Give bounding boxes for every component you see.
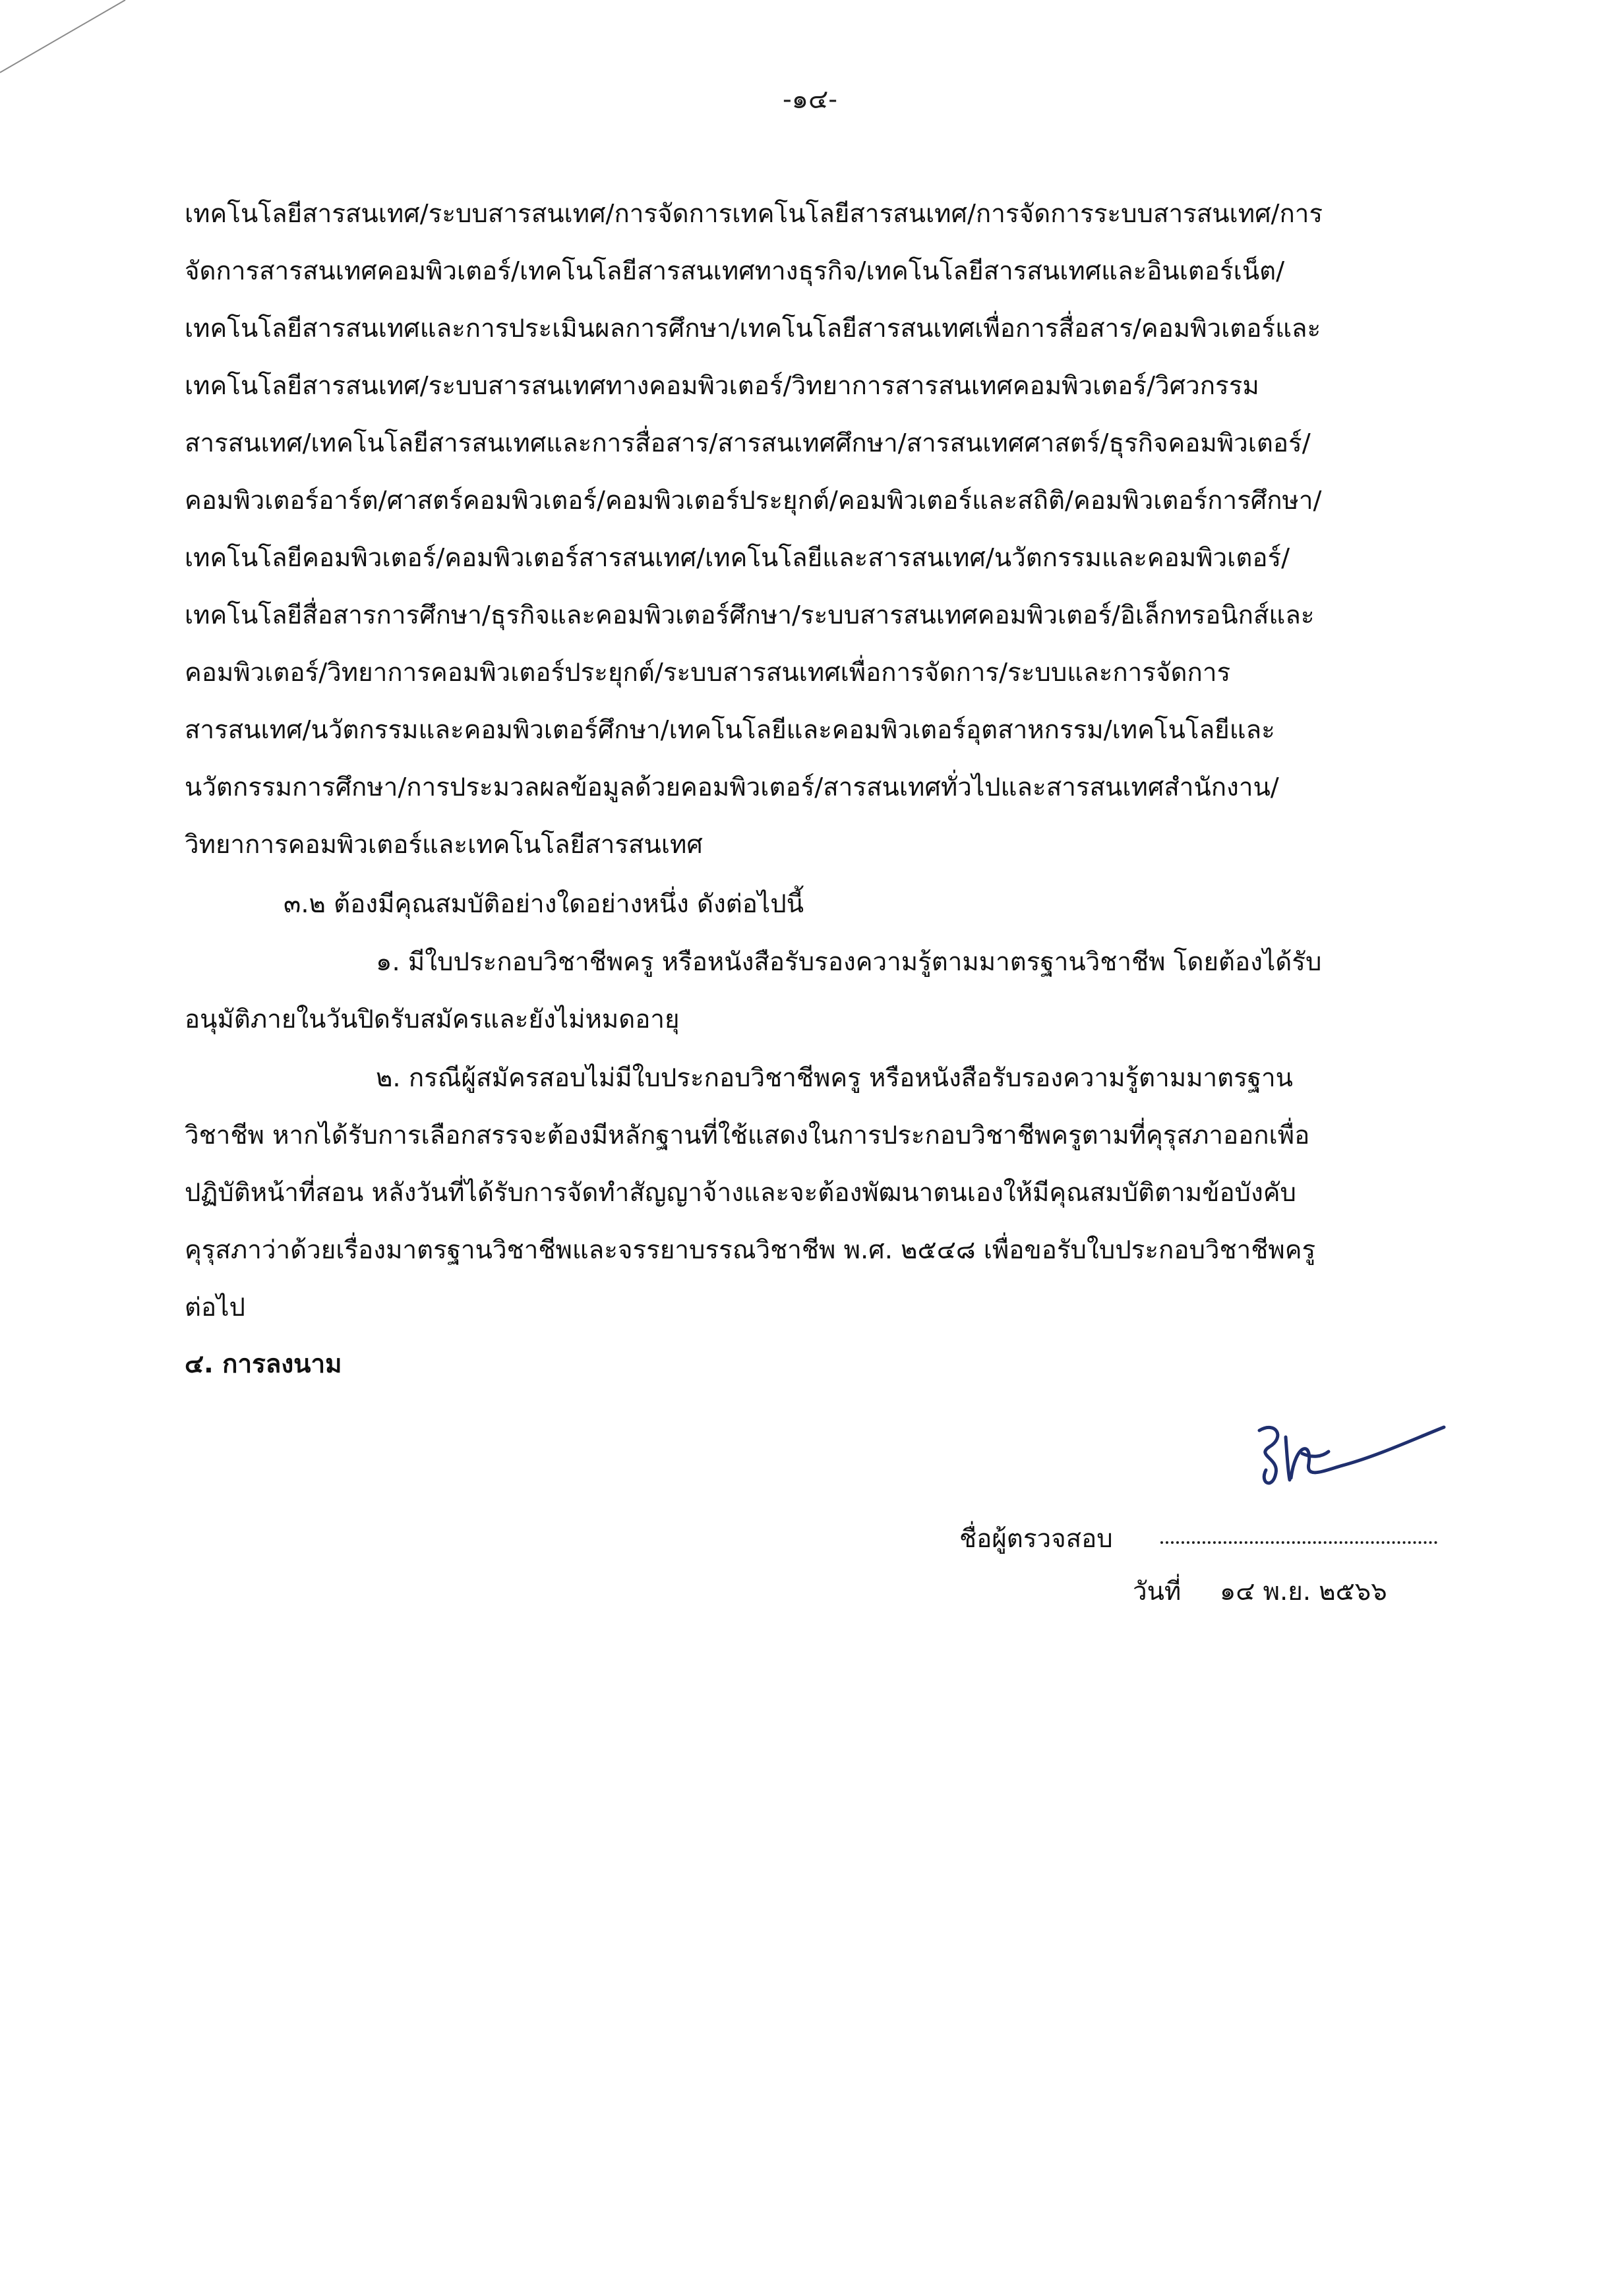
item-1-line: ๑. มีใบประกอบวิชาชีพครู หรือหนังสือรับรองความรู้ตามมาตรฐานวิชาชีพ โดยต้องได้รับ	[376, 947, 1322, 977]
paragraph-line: จัดการสารสนเทศคอมพิวเตอร์/เทคโนโลยีสารสนเทศทางธุรกิจ/เทคโนโลยีสารสนเทศและอินเตอร์เน็ต/	[185, 256, 1285, 286]
paragraph-line: สารสนเทศ/นวัตกรรมและคอมพิวเตอร์ศึกษา/เทคโนโลยีและคอมพิวเตอร์อุตสาหกรรม/เทคโนโลยีและ	[185, 715, 1275, 745]
signature-dotted-line	[1160, 1541, 1437, 1544]
paragraph-line: วิทยาการคอมพิวเตอร์และเทคโนโลยีสารสนเทศ	[185, 830, 703, 860]
scan-corner-fold-mark	[0, 0, 132, 86]
page-number: -๑๔-	[783, 84, 837, 115]
paragraph-line: เทคโนโลยีคอมพิวเตอร์/คอมพิวเตอร์สารสนเทศ/เทคโนโลยีและสารสนเทศ/นวัตกรรมและคอมพิวเตอร์/	[185, 543, 1290, 573]
inspector-name-label: ชื่อผู้ตรวจสอบ	[959, 1524, 1113, 1554]
handwritten-signature	[1240, 1417, 1451, 1510]
item-2-line: วิชาชีพ หากได้รับการเลือกสรรจะต้องมีหลักฐานที่ใช้แสดงในการประกอบวิชาชีพครูตามที่คุรุสภาออกเพื่อ	[185, 1121, 1310, 1150]
item-2-line: คุรุสภาว่าด้วยเรื่องมาตรฐานวิชาชีพและจรรยาบรรณวิชาชีพ พ.ศ. ๒๕๔๘ เพื่อขอรับใบประกอบวิชาชีพครู	[185, 1235, 1316, 1265]
date-label: วันที่	[1133, 1577, 1182, 1606]
paragraph-line: เทคโนโลยีสารสนเทศและการประเมินผลการศึกษา/เทคโนโลยีสารสนเทศเพื่อการสื่อสาร/คอมพิวเตอร์และ	[185, 314, 1321, 343]
paragraph-line: เทคโนโลยีสื่อสารการศึกษา/ธุรกิจและคอมพิวเตอร์ศึกษา/ระบบสารสนเทศคอมพิวเตอร์/อิเล็กทรอนิกส์และ	[185, 601, 1315, 630]
section-4-heading: ๔. การลงนาม	[185, 1349, 342, 1379]
item-2-line: ต่อไป	[185, 1293, 245, 1322]
date-value: ๑๔ พ.ย. ๒๕๖๖	[1219, 1577, 1387, 1606]
paragraph-line: เทคโนโลยีสารสนเทศ/ระบบสารสนเทศทางคอมพิวเตอร์/วิทยาการสารสนเทศคอมพิวเตอร์/วิศวกรรม	[185, 371, 1259, 401]
paragraph-line: เทคโนโลยีสารสนเทศ/ระบบสารสนเทศ/การจัดการเทคโนโลยีสารสนเทศ/การจัดการระบบสารสนเทศ/การ	[185, 199, 1323, 229]
item-2-line: ปฏิบัติหน้าที่สอน หลังวันที่ได้รับการจัดทำสัญญาจ้างและจะต้องพัฒนาตนเองให้มีคุณสมบัติตามข้อบังคับ	[185, 1178, 1296, 1208]
signature-date	[1133, 1566, 1387, 1618]
paragraph-line: คอมพิวเตอร์/วิทยาการคอมพิวเตอร์ประยุกต์/ระบบสารสนเทศเพื่อการจัดการ/ระบบและการจัดการ	[185, 658, 1231, 688]
item-2-line: ๒. กรณีผู้สมัครสอบไม่มีใบประกอบวิชาชีพครู หรือหนังสือรับรองความรู้ตามมาตรฐาน	[376, 1063, 1293, 1093]
paragraph-line: สารสนเทศ/เทคโนโลยีสารสนเทศและการสื่อสาร/สารสนเทศศึกษา/สารสนเทศศาสตร์/ธุรกิจคอมพิวเตอร์/	[185, 428, 1311, 458]
section-3-2-heading: ๓.๒ ต้องมีคุณสมบัติอย่างใดอย่างหนึ่ง ดังต่อไปนี้	[284, 889, 804, 919]
item-1-line: อนุมัติภายในวันปิดรับสมัครและยังไม่หมดอายุ	[185, 1005, 680, 1034]
paragraph-line: นวัตกรรมการศึกษา/การประมวลผลข้อมูลด้วยคอมพิวเตอร์/สารสนเทศทั่วไปและสารสนเทศสำนักงาน/	[185, 773, 1279, 802]
paragraph-line: คอมพิวเตอร์อาร์ต/ศาสตร์คอมพิวเตอร์/คอมพิวเตอร์ประยุกต์/คอมพิวเตอร์และสถิติ/คอมพิวเตอร์การศึกษา/	[185, 486, 1322, 515]
